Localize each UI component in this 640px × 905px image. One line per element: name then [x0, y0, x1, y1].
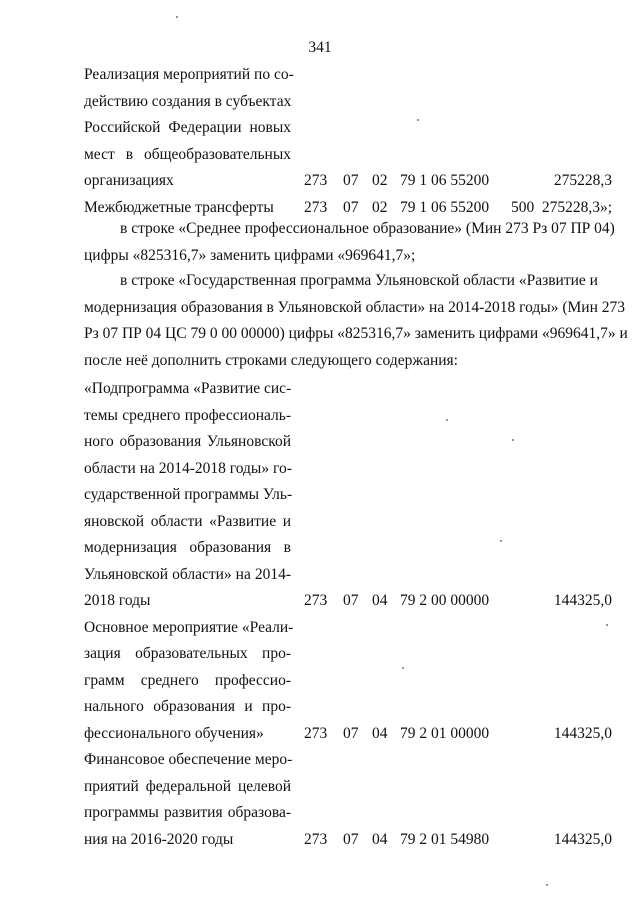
budget-table-bottom — [84, 376, 614, 853]
table-row — [84, 615, 614, 748]
section-code: 07 — [343, 172, 359, 189]
ministry-code: 273 — [304, 830, 328, 848]
table-row — [84, 376, 614, 615]
section-code: 07 — [343, 198, 359, 216]
row-name-line: ного образования Ульяновской — [84, 433, 291, 450]
amount: 144325,0 — [553, 724, 612, 742]
scan-speck — [446, 419, 448, 421]
row-name-line: фессионального обучения» — [84, 724, 264, 742]
ministry-code: 273 — [304, 172, 328, 189]
row-name-line: сударственной программы Уль- — [84, 486, 293, 503]
ministry-code: 273 — [304, 198, 328, 216]
budget-table-top — [84, 62, 614, 221]
target-article-code: 79 2 01 00000 — [400, 724, 490, 742]
scan-speck — [402, 667, 404, 669]
row-name-line: «Подпрограмма «Развитие сис- — [84, 380, 292, 397]
section-code: 07 — [343, 592, 359, 609]
amendment-paragraph — [84, 268, 628, 374]
paragraph-line: Рз 07 ПР 04 ЦС 79 0 00 00000) цифры «825316,7» заменить цифрами «969641,7» и — [84, 325, 628, 342]
section-code: 07 — [343, 830, 359, 848]
amount: 275228,3»; — [541, 198, 612, 216]
row-name-line: модернизация образования в — [84, 539, 291, 556]
target-article-code: 79 1 06 55200 — [400, 172, 490, 189]
row-name — [84, 747, 291, 853]
paragraph-line: модернизация образования в Ульяновской области» на 2014-2018 годы» (Мин 273 — [84, 298, 626, 316]
scan-speck — [417, 119, 419, 121]
subsection-code: 02 — [372, 198, 388, 216]
table-row — [84, 62, 614, 195]
row-name-line: темы среднего профессиональ- — [84, 406, 291, 424]
row-name-line: Реализация мероприятий по со- — [84, 66, 294, 83]
section-code: 07 — [343, 724, 359, 742]
target-article-code: 79 2 00 00000 — [400, 592, 490, 609]
row-name-line: организациях — [84, 172, 174, 189]
row-name-line: Финансовое обеспечение меро- — [84, 751, 293, 768]
scan-speck — [176, 16, 178, 18]
scan-speck — [606, 624, 608, 626]
row-name-line: нального образования и про- — [84, 698, 291, 715]
row-name-line: яновской области «Развитие и — [84, 512, 291, 530]
scan-speck — [500, 540, 502, 542]
expense-type-code: 500 — [511, 198, 535, 216]
subsection-code: 04 — [372, 592, 388, 609]
amount: 275228,3 — [553, 172, 612, 189]
paragraph-line: цифры «825316,7» заменить цифрами «969641,7»; — [84, 246, 416, 264]
row-name-line: приятий федеральной целевой — [84, 777, 291, 795]
row-name-line: мест в общеобразовательных — [84, 145, 291, 163]
subsection-code: 04 — [372, 830, 388, 848]
row-name-line: зация образовательных про- — [84, 645, 291, 662]
paragraph-line: в строке «Государственная программа Ульяновской области «Развитие и — [120, 272, 598, 289]
row-name-line: Основное мероприятие «Реали- — [84, 618, 294, 636]
amount: 144325,0 — [553, 592, 612, 609]
page-number: 341 — [308, 39, 332, 56]
row-name-line: грамм среднего профессио- — [84, 671, 291, 689]
scan-speck — [512, 439, 514, 441]
amendment-paragraph — [84, 216, 614, 269]
row-name-line: программы развития образова- — [84, 804, 291, 821]
paragraph-line: после неё дополнить строками следующего содержания: — [84, 351, 458, 369]
subsection-code: 04 — [372, 724, 388, 742]
row-name — [84, 62, 294, 195]
ministry-code: 273 — [304, 592, 328, 609]
row-name-line: Ульяновской области» на 2014- — [84, 565, 291, 583]
row-name-line: Российской Федерации новых — [84, 119, 291, 136]
row-name — [84, 376, 291, 615]
scan-speck — [546, 884, 548, 886]
paragraph-line: в строке «Среднее профессиональное образование» (Мин 273 Рз 07 ПР 04) — [120, 220, 615, 237]
target-article-code: 79 1 06 55200 — [400, 198, 490, 216]
row-name-line: области на 2014-2018 годы» го- — [84, 459, 292, 477]
row-name-line: 2018 годы — [84, 592, 151, 609]
row-name-line: действию создания в субъектах — [84, 92, 292, 110]
row-name — [84, 615, 294, 748]
row-name-line: ния на 2016-2020 годы — [84, 830, 234, 848]
table-row — [84, 747, 614, 853]
subsection-code: 02 — [372, 172, 388, 189]
ministry-code: 273 — [304, 724, 328, 742]
amount: 144325,0 — [553, 830, 612, 848]
row-name-line: Межбюджетные трансферты — [84, 198, 274, 216]
target-article-code: 79 2 01 54980 — [400, 830, 490, 848]
